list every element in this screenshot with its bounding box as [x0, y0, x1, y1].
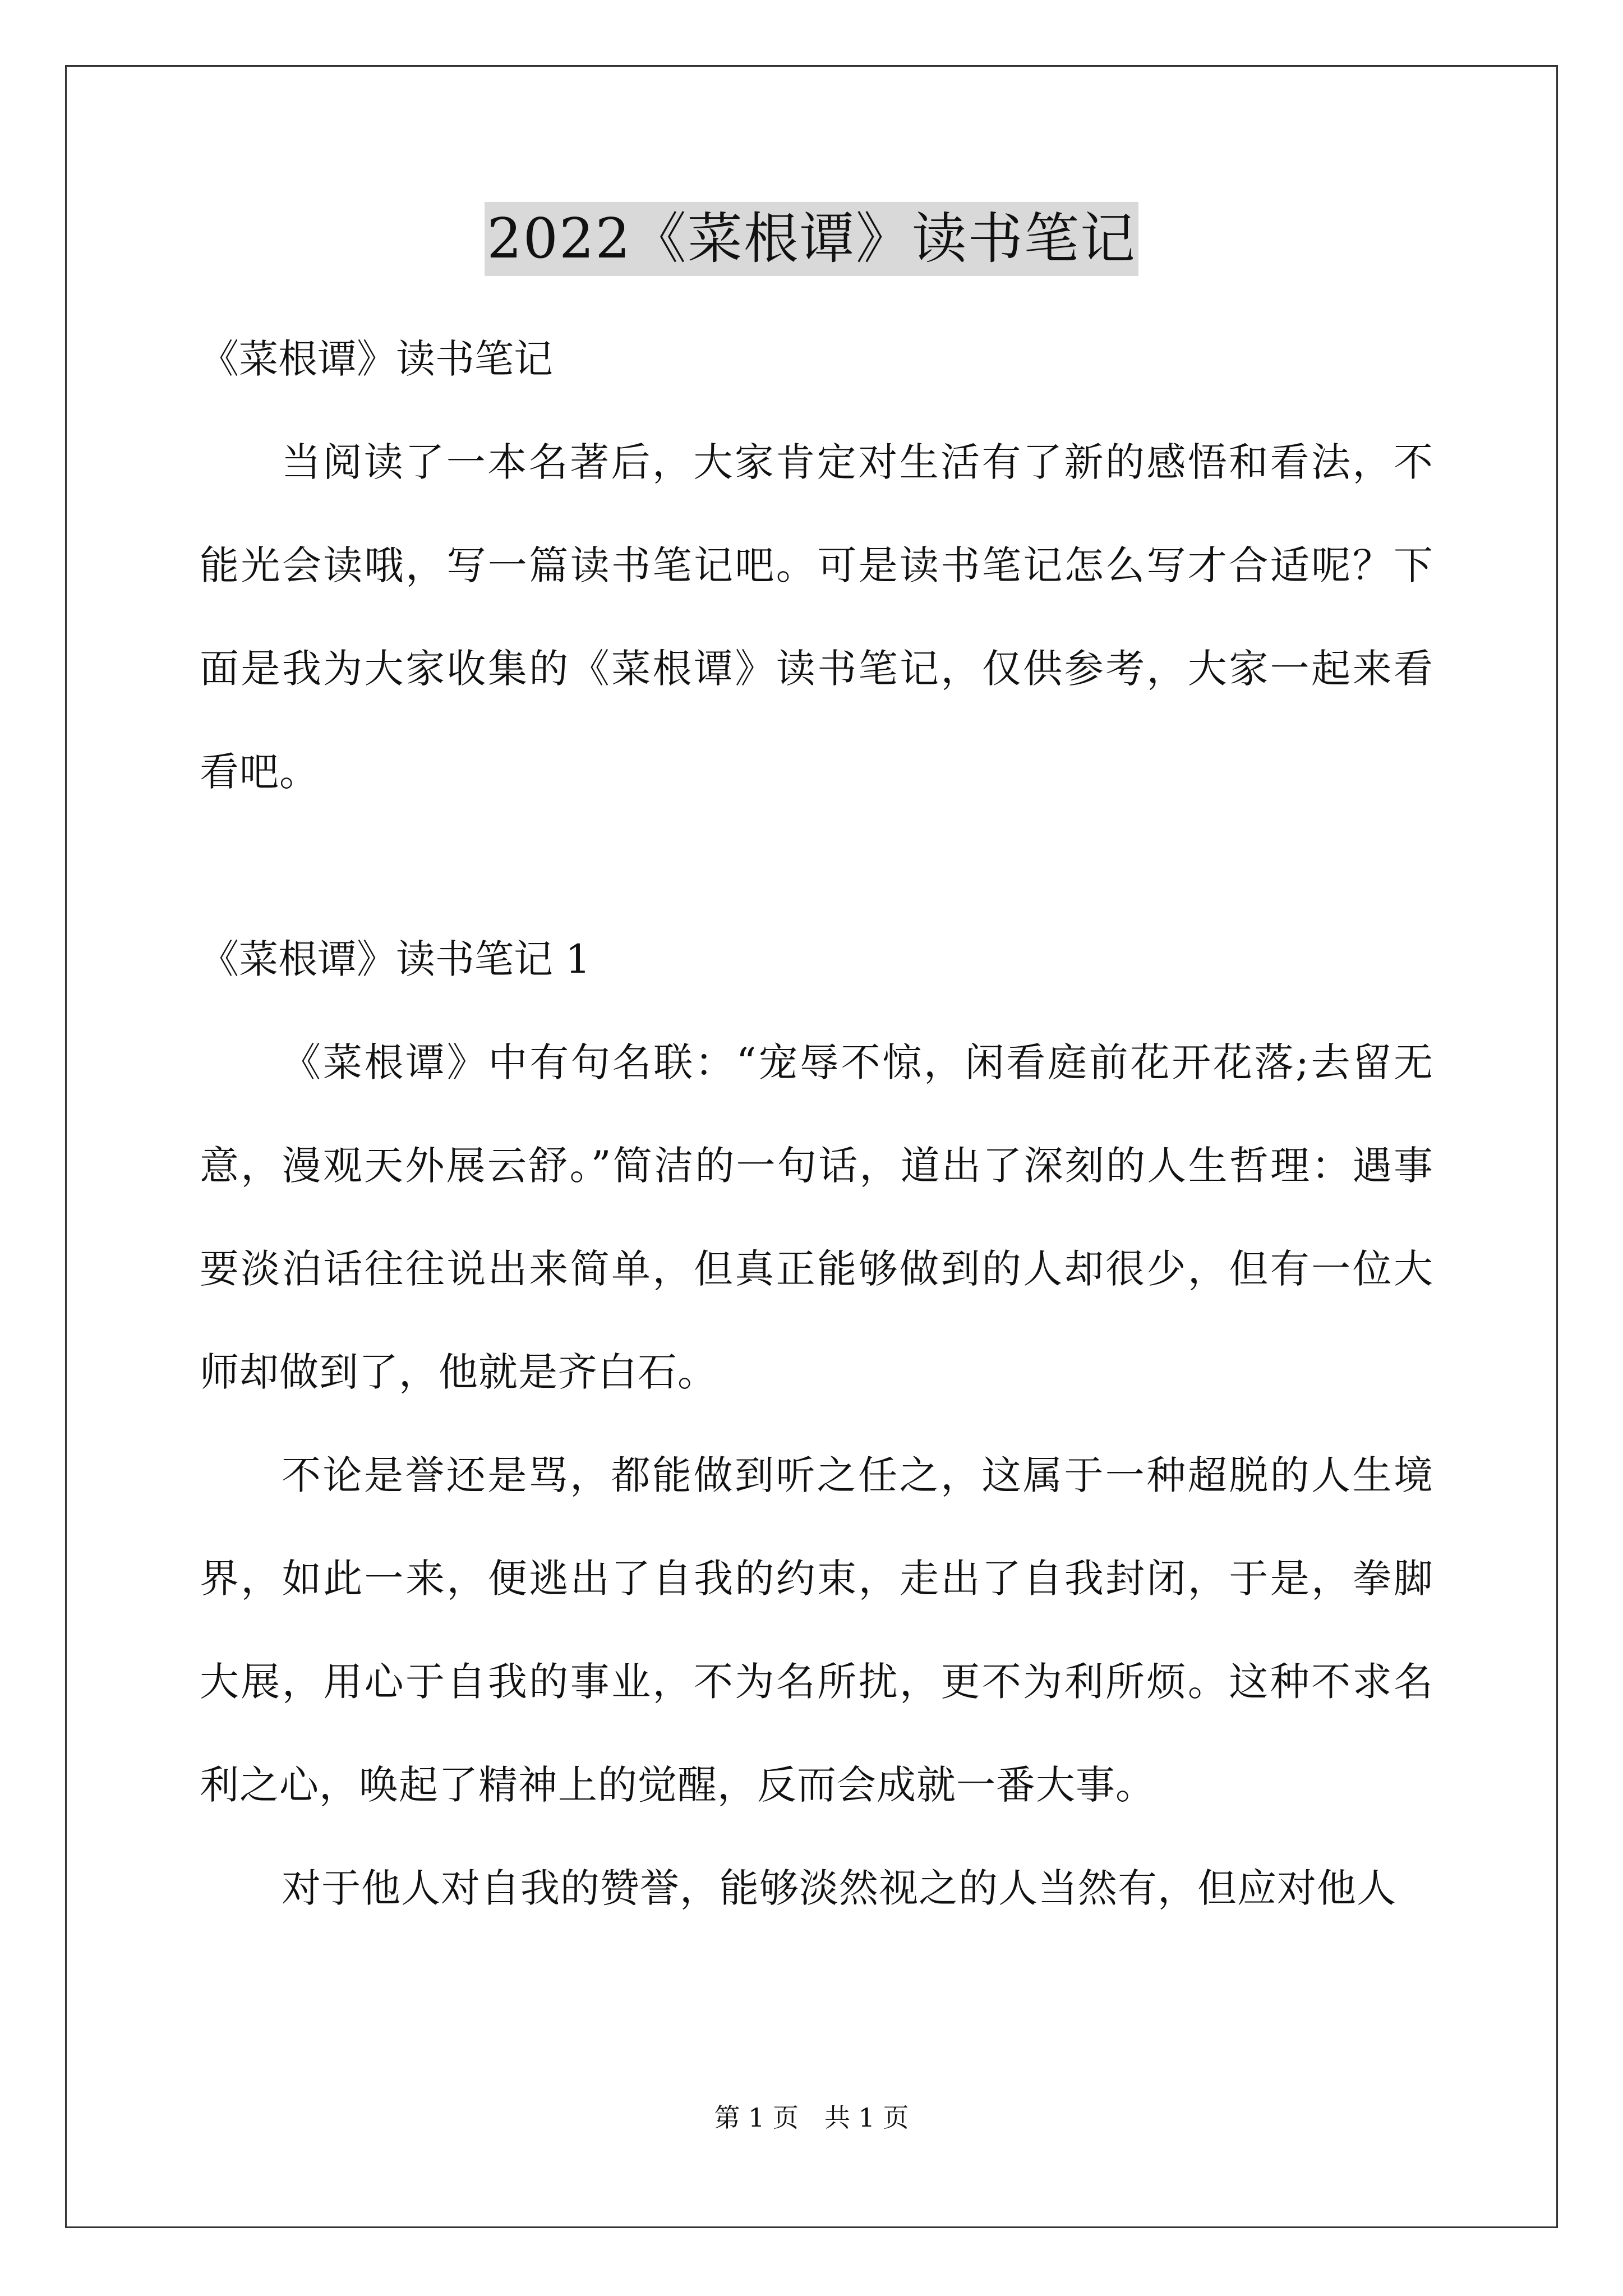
document-title: 2022《菜根谭》读书笔记	[485, 202, 1138, 276]
title-container	[0, 202, 1623, 276]
intro-heading: 《菜根谭》读书笔记	[200, 336, 553, 382]
page-footer: 第 1 页 共 1 页	[714, 2102, 909, 2133]
body-paragraph: 不论是誉还是骂，都能做到听之任之，这属于一种超脱的人生境界，如此一来，便逃出了自我的约束，走出了自我封闭，于是，拳脚大展，用心于自我的事业，不为名所扰，更不为利所烦。这种不求名利之心，唤起了精神上的觉醒，反而会成就一番大事。	[200, 1452, 1433, 1808]
document-body	[200, 307, 1433, 1940]
intro-paragraph: 当阅读了一本名著后，大家肯定对生活有了新的感悟和看法，不能光会读哦，写一篇读书笔记吧。可是读书笔记怎么写才合适呢？下面是我为大家收集的《菜根谭》读书笔记，仅供参考，大家一起来看看吧。	[200, 439, 1433, 795]
body-paragraph: 对于他人对自我的赞誉，能够淡然视之的人当然有，但应对他人	[282, 1865, 1396, 1911]
body-paragraph: 《菜根谭》中有句名联：“宠辱不惊，闲看庭前花开花落;去留无意，漫观天外展云舒。”简洁的一句话，道出了深刻的人生哲理：遇事要淡泊话往往说出来简单，但真正能够做到的人却很少，但有一位大师却做到了，他就是齐白石。	[200, 1039, 1433, 1395]
section1-heading: 《菜根谭》读书笔记 1	[200, 936, 591, 982]
